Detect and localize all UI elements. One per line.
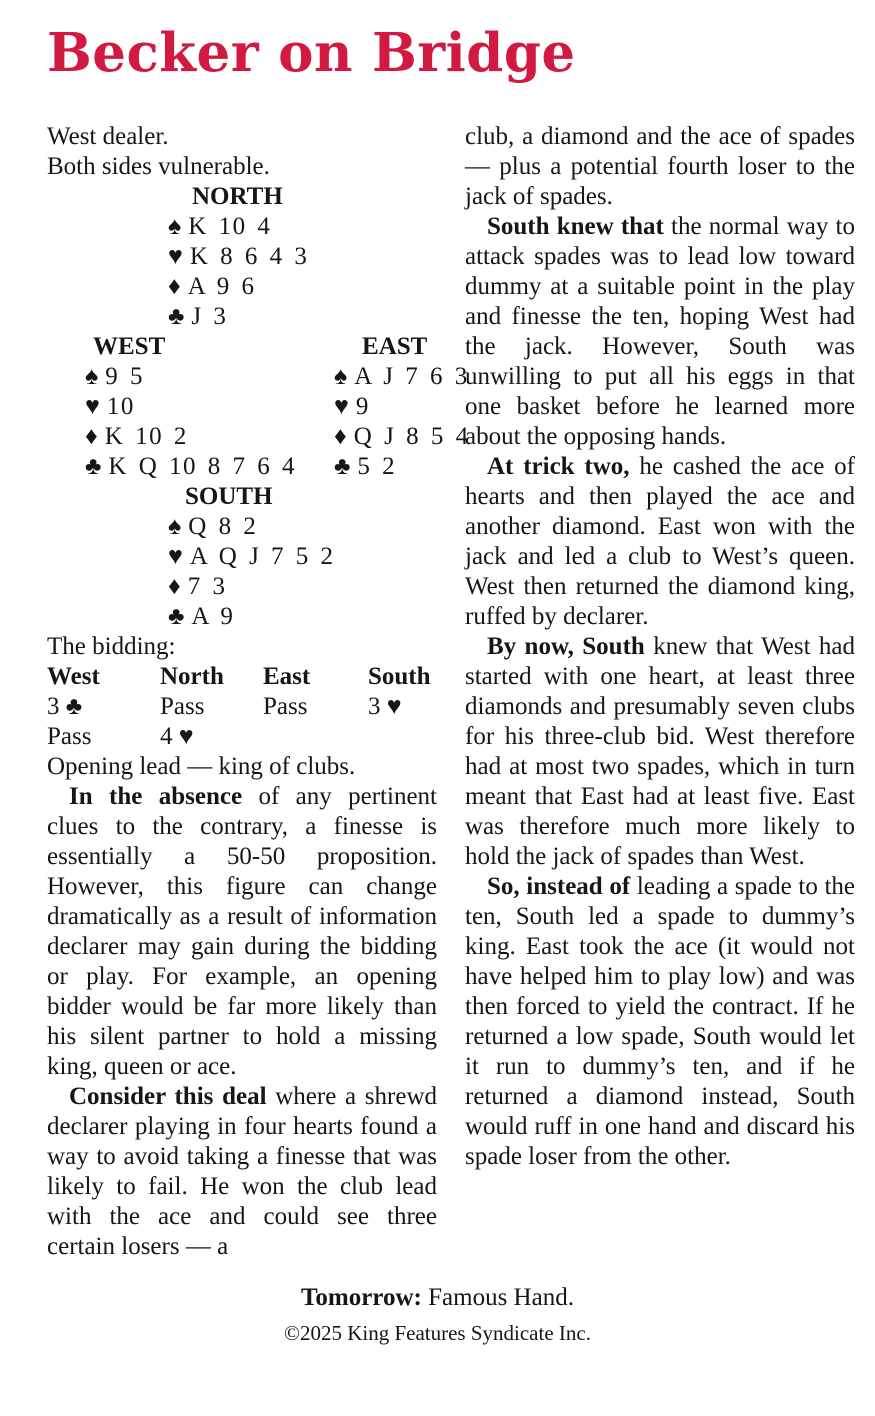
tomorrow-label: Tomorrow: <box>301 1283 422 1311</box>
copyright-line: ©2025 King Features Syndicate Inc. <box>284 1320 591 1345</box>
dealer-line: West dealer. <box>47 122 169 150</box>
bidding-header-east: East <box>263 662 311 690</box>
east-label: EAST <box>362 332 428 360</box>
heart-icon: ♥ <box>334 392 349 420</box>
article-paragraph <box>47 782 437 1082</box>
bid-cell: 3 ♣ <box>47 692 83 720</box>
paragraph-lead: South knew that <box>487 212 664 240</box>
east-spade-cards: A J 7 6 3 <box>354 362 469 390</box>
spade-icon: ♠ <box>334 362 348 390</box>
east-clubs-line <box>296 452 470 482</box>
north-spades-line <box>47 212 437 242</box>
west-spade-cards: 9 5 <box>105 362 145 390</box>
bid-cell: Pass <box>47 722 92 750</box>
spade-icon: ♠ <box>168 212 182 240</box>
paragraph-text: of any pertinent clues to the contrary, a finesse is essentially a 50-50 proposition. However, this figure can change dramatically as a result of information declarer may gain during the bidding or play. For example, an opening bidder would be far more likely than his silent partner to hold a missing king, queen or ace. <box>47 782 437 1080</box>
west-diamonds-line <box>47 422 296 452</box>
spade-icon: ♠ <box>85 362 99 390</box>
paragraph-text: knew that West had started with one heart, at least three diamonds and presumably seven clubs for his three-club bid. West therefore had at most two spades, which in turn meant that East had at least five. East was therefore much more likely to hold the jack of spades than West. <box>465 632 855 870</box>
west-label: WEST <box>93 332 166 360</box>
paragraph-text: club, a diamond and the ace of spades — plus a potential fourth loser to the jack of spades. <box>465 122 855 210</box>
north-diamonds-line <box>47 272 437 302</box>
article-paragraph <box>465 632 855 872</box>
bid-cell <box>368 722 437 752</box>
paragraph-text: where a shrewd declarer playing in four hearts found a way to avoid taking a finesse that was likely to fail. He won the club lead with the ace and could see three certain losers — a <box>47 1082 437 1260</box>
article-paragraph <box>465 452 855 632</box>
south-club-cards: A 9 <box>191 602 235 630</box>
diamond-icon: ♦ <box>168 572 181 600</box>
north-hand <box>47 182 437 332</box>
bid-cell <box>263 722 368 752</box>
north-label: NORTH <box>192 182 283 210</box>
opening-lead-line: Opening lead — king of clubs. <box>47 752 356 780</box>
left-column <box>47 122 470 1262</box>
article-paragraph <box>47 1082 437 1262</box>
bidding-header-north: North <box>160 662 224 690</box>
diamond-icon: ♦ <box>334 422 347 450</box>
west-clubs-line <box>47 452 296 482</box>
bidding-header-west: West <box>47 662 100 690</box>
article-paragraph <box>465 212 855 452</box>
south-spades-line <box>47 512 437 542</box>
paragraph-text: he cashed the ace of hearts and then played the ace and another diamond. East won with the jack and led a club to West’s queen. West then returned the diamond king, ruffed by declarer. <box>465 452 855 630</box>
diamond-icon: ♦ <box>168 272 181 300</box>
west-diamond-cards: K 10 2 <box>104 422 188 450</box>
west-club-cards: K Q 10 8 7 6 4 <box>108 452 297 480</box>
west-heart-cards: 10 <box>106 392 135 420</box>
east-hearts-line <box>296 392 470 422</box>
heart-icon: ♥ <box>168 542 183 570</box>
paragraph-lead: By now, South <box>487 632 645 660</box>
bidding-table <box>47 662 437 752</box>
bid-cell: Pass <box>160 692 205 720</box>
south-diamond-cards: 7 3 <box>187 572 227 600</box>
west-hearts-line <box>47 392 296 422</box>
bidding-intro: The bidding: <box>47 632 176 660</box>
article-paragraph <box>465 122 855 212</box>
west-east-hands <box>47 332 470 482</box>
east-heart-cards: 9 <box>355 392 370 420</box>
club-icon: ♣ <box>334 452 351 480</box>
north-heart-cards: K 8 6 4 3 <box>189 242 309 270</box>
club-icon: ♣ <box>168 602 185 630</box>
east-club-cards: 5 2 <box>357 452 397 480</box>
south-diamonds-line <box>47 572 437 602</box>
diamond-icon: ♦ <box>85 422 98 450</box>
column-footer <box>0 1283 875 1347</box>
heart-icon: ♥ <box>168 242 183 270</box>
south-label: SOUTH <box>185 482 273 510</box>
heart-icon: ♥ <box>85 392 100 420</box>
paragraph-lead: At trick two, <box>487 452 630 480</box>
north-club-cards: J 3 <box>191 302 228 330</box>
east-spades-line <box>296 362 470 392</box>
north-hearts-line <box>47 242 437 272</box>
south-hearts-line <box>47 542 437 572</box>
article-paragraph <box>465 872 855 1172</box>
south-heart-cards: A Q J 7 5 2 <box>189 542 335 570</box>
south-clubs-line <box>47 602 437 632</box>
east-hand <box>296 332 470 482</box>
bid-cell: Pass <box>263 692 308 720</box>
south-hand <box>47 482 437 632</box>
bidding-header-south: South <box>368 662 431 690</box>
east-diamonds-line <box>296 422 470 452</box>
south-spade-cards: Q 8 2 <box>188 512 258 540</box>
west-hand <box>47 332 296 482</box>
spade-icon: ♠ <box>168 512 182 540</box>
paragraph-lead: So, instead of <box>487 872 631 900</box>
tomorrow-text: Famous Hand. <box>421 1283 574 1311</box>
column-title: Becker on Bridge <box>47 22 576 84</box>
club-icon: ♣ <box>85 452 102 480</box>
vulnerability-line: Both sides vulnerable. <box>47 152 270 180</box>
paragraph-text: the normal way to attack spades was to lead low toward dummy at a suitable point in the play and finesse the ten, hoping West had the jack. However, South was unwilling to put all his eggs in that one basket before he learned more about the opposing hands. <box>465 212 855 450</box>
article-columns <box>47 122 855 1262</box>
club-icon: ♣ <box>168 302 185 330</box>
north-clubs-line <box>47 302 437 332</box>
tomorrow-line <box>0 1283 875 1313</box>
right-column <box>465 122 855 1262</box>
bid-cell: 3 ♥ <box>368 692 402 720</box>
paragraph-text: leading a spade to the ten, South led a spade to dummy’s king. East took the ace (it would not have helped him to play low) and was then forced to yield the contract. If he returned a low spade, South would let it run to dummy’s ten, and if he returned a diamond instead, South would ruff in one hand and discard his spade loser from the other. <box>465 872 856 1170</box>
east-diamond-cards: Q J 8 5 4 <box>353 422 470 450</box>
paragraph-lead: In the absence <box>69 782 243 810</box>
west-spades-line <box>47 362 296 392</box>
bid-cell: 4 ♥ <box>160 722 194 750</box>
north-diamond-cards: A 9 6 <box>187 272 256 300</box>
paragraph-lead: Consider this deal <box>69 1082 267 1110</box>
north-spade-cards: K 10 4 <box>188 212 272 240</box>
